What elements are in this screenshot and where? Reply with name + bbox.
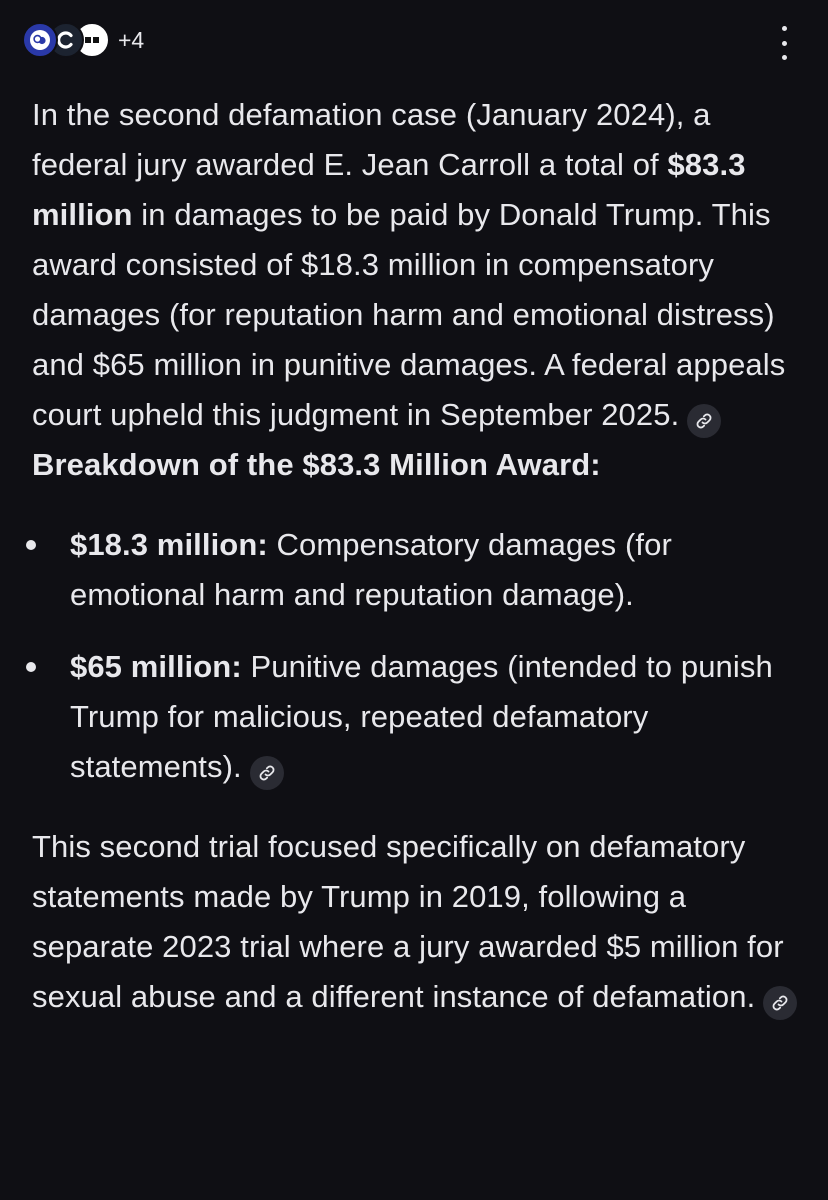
more-options-button[interactable]: [774, 26, 794, 60]
paragraph-trial-context: This second trial focused specifically on defamatory statements made by Trump in 2019, following a separate 2023 trial where a jury awarded $5 million for sexual abuse and a different instance of defamation.: [32, 822, 802, 1022]
paragraph-award-summary: In the second defamation case (January 2024), a federal jury awarded E. Jean Carroll a total of $83.3 million in damages to be paid by Donald Trump. This award consisted of $18.3 million in compensatory damages (for reputation harm and emotional distress) and $65 million in punitive damages. A federal appeals court upheld this judgment in September 2025.: [32, 90, 802, 440]
citation-link-button[interactable]: [763, 986, 797, 1020]
link-icon: [771, 994, 789, 1012]
citation-link-button[interactable]: [687, 404, 721, 438]
citation-link-button[interactable]: [250, 756, 284, 790]
link-icon: [695, 412, 713, 430]
more-sources-count[interactable]: +4: [118, 26, 145, 53]
pbs-logo-icon[interactable]: [22, 22, 58, 58]
list-item: $18.3 million: Compensatory damages (for emotional harm and reputation damage).: [32, 520, 802, 620]
breakdown-list: [32, 520, 802, 792]
vertical-ellipsis-icon: [782, 26, 787, 31]
list-item: $65 million: Punitive damages (intended to punish Trump for malicious, repeated defamatory statements).: [32, 642, 802, 792]
source-list[interactable]: [22, 20, 144, 60]
breakdown-heading: Breakdown of the $83.3 Million Award:: [32, 447, 601, 482]
link-icon: [258, 764, 276, 782]
answer-body: [32, 90, 802, 1022]
award-total: $83.3 million: [32, 147, 746, 232]
